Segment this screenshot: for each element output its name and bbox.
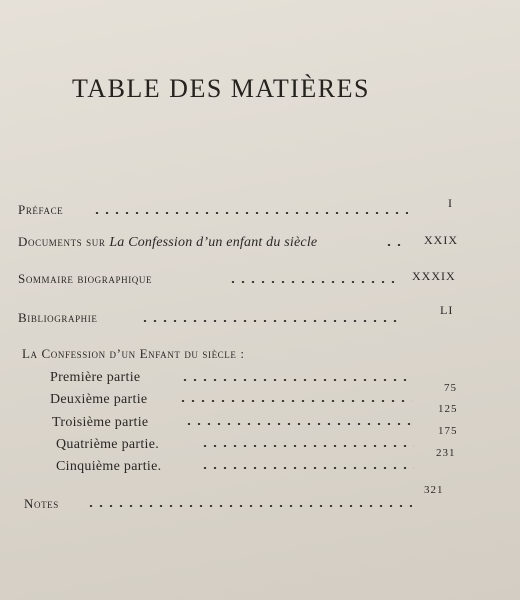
toc-entry-page: LI	[440, 303, 454, 317]
toc-entry-label: Préface	[18, 202, 64, 217]
dot-leader	[86, 505, 412, 507]
dot-leader	[140, 320, 402, 322]
toc-entry-page: 231	[436, 447, 456, 459]
toc-entry-documents	[0, 234, 520, 256]
toc-entry-label: Deuxième partie	[50, 392, 148, 407]
toc-entry-page: 125	[438, 403, 458, 415]
toc-entry-label	[18, 234, 317, 251]
toc-entry-part-1	[0, 370, 520, 392]
toc-entry-label: Sommaire biographique	[18, 271, 153, 286]
dot-leader	[178, 400, 412, 402]
dot-leader	[180, 379, 412, 381]
toc-entry-label-italic: La Confession d’un enfant du siècle	[109, 235, 318, 250]
dot-leader	[92, 212, 408, 214]
toc-entry-page: 321	[424, 484, 444, 496]
toc-entry-sommaire	[0, 271, 520, 293]
toc-entry-part-5	[0, 447, 520, 481]
toc-entry-bibliographie	[0, 303, 520, 332]
page-title: TABLE DES MATIÈRES	[72, 74, 370, 103]
toc-entry-page: 75	[444, 382, 457, 394]
toc-entry-page: XXXIX	[412, 269, 456, 283]
toc-entry-notes	[0, 484, 520, 518]
dot-leader	[228, 281, 398, 283]
toc-group-heading: La Confession d’un Enfant du siècle :	[22, 346, 245, 361]
toc-entry-label-prefix: Documents sur	[18, 234, 106, 249]
dot-leader	[384, 244, 406, 246]
dot-leader	[200, 467, 414, 469]
toc-entry-label: Bibliographie	[18, 310, 98, 325]
toc-entry-label: Première partie	[50, 370, 141, 385]
dot-leader	[200, 445, 414, 447]
toc-entry-label: Troisième partie	[52, 415, 149, 430]
toc-entry-page: I	[448, 196, 453, 210]
toc-entry-page: 175	[438, 425, 458, 437]
toc-entry-label: Cinquième partie.	[56, 459, 162, 474]
toc-entry-preface	[0, 196, 520, 224]
toc-entry-label: Quatrième partie.	[56, 437, 160, 452]
toc-entry-page: XXIX	[424, 233, 458, 247]
dot-leader	[184, 423, 414, 425]
toc-entry-label: Notes	[24, 496, 59, 511]
